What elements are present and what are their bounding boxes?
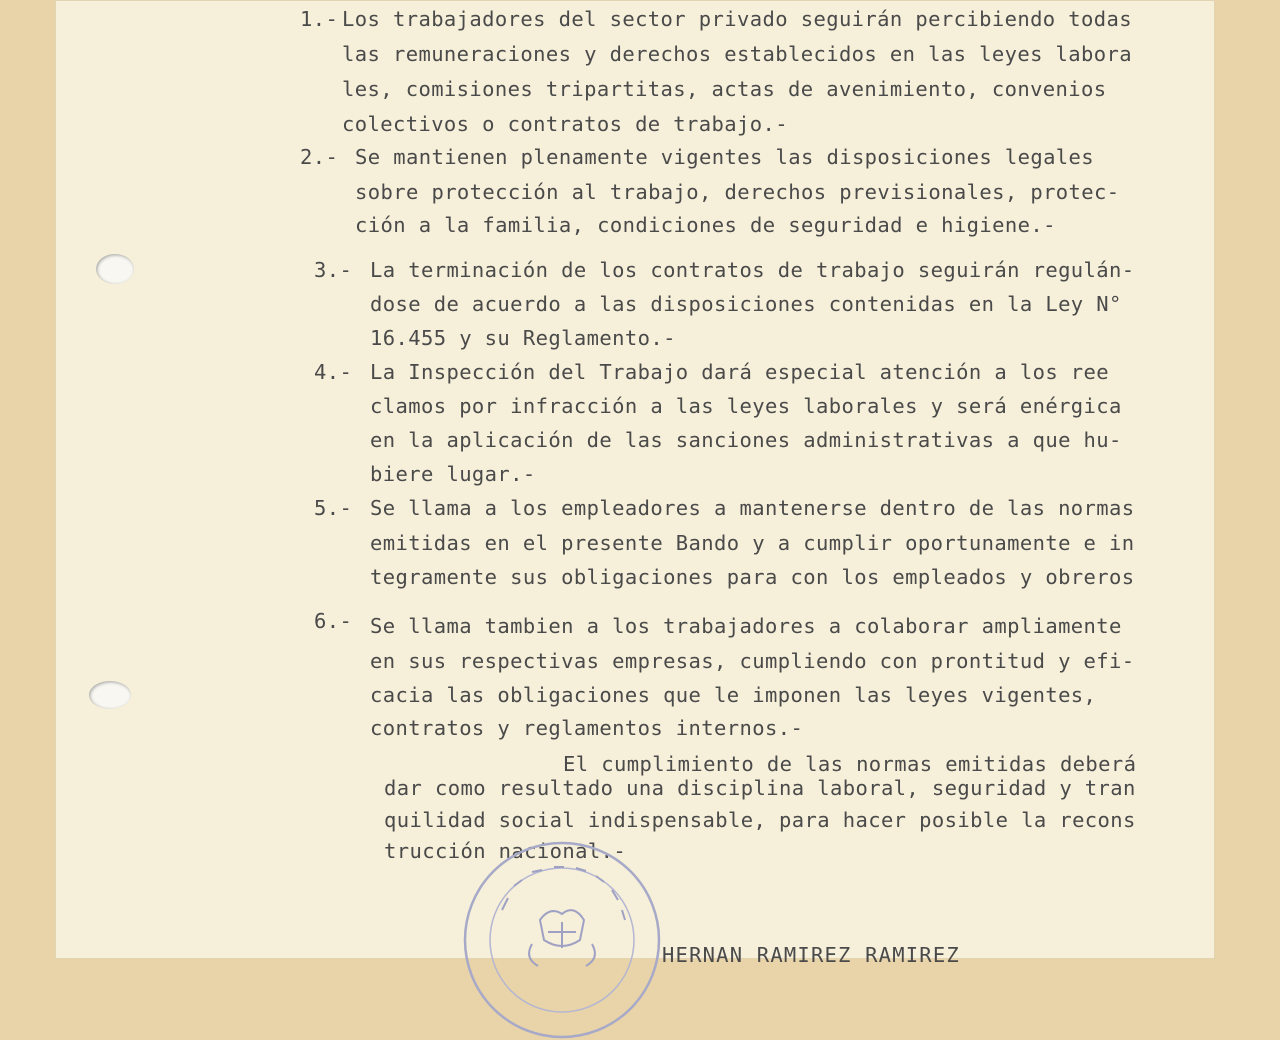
item-2-line: Se mantienen plenamente vigentes las disposiciones legales (355, 145, 1095, 169)
item-5-line: emitidas en el presente Bando y a cumplir oportunamente e in (370, 531, 1135, 555)
item-4-line: biere lugar.- (370, 462, 536, 486)
closing-line: quilidad social indispensable, para hacer posible la recons (384, 808, 1136, 832)
item-6-line: en sus respectivas empresas, cumpliendo con prontitud y efi- (370, 649, 1135, 673)
item-4-line: en la aplicación de las sanciones administrativas a que hu- (370, 428, 1122, 452)
item-6-number: 6.- (314, 609, 353, 633)
item-1-line: les, comisiones tripartitas, actas de avenimiento, convenios (342, 77, 1107, 101)
item-2-line: ción a la familia, condiciones de seguridad e higiene.- (355, 213, 1056, 237)
item-2-line: sobre protección al trabajo, derechos previsionales, protec- (355, 180, 1120, 204)
signature-name: HERNAN RAMIREZ RAMIREZ (662, 943, 960, 967)
punch-hole (89, 681, 131, 709)
item-5-line: Se llama a los empleadores a mantenerse dentro de las normas (370, 496, 1135, 520)
item-6-line: cacia las obligaciones que le imponen las leyes vigentes, (370, 683, 1097, 707)
item-5-line: tegramente sus obligaciones para con los empleados y obreros (370, 565, 1135, 589)
item-4-line: La Inspección del Trabajo dará especial atención a los ree (370, 360, 1110, 384)
closing-line: trucción nacional.- (384, 839, 627, 863)
item-3-line: dose de acuerdo a las disposiciones contenidas en la Ley N° (370, 292, 1122, 316)
item-2-number: 2.- (300, 145, 339, 169)
item-3-number: 3.- (314, 258, 353, 282)
closing-line: dar como resultado una disciplina laboral, seguridad y tran (384, 776, 1136, 800)
item-5-number: 5.- (314, 496, 353, 520)
closing-line: El cumplimiento de las normas emitidas deberá (563, 752, 1137, 776)
item-6-line: Se llama tambien a los trabajadores a colaborar ampliamente (370, 614, 1122, 638)
item-4-line: clamos por infracción a las leyes laborales y será enérgica (370, 394, 1122, 418)
item-1-line: las remuneraciones y derechos establecidos en las leyes labora (342, 42, 1133, 66)
item-1-number: 1.- (300, 7, 339, 31)
item-3-line: 16.455 y su Reglamento.- (370, 326, 676, 350)
item-1-line: colectivos o contratos de trabajo.- (342, 112, 788, 136)
item-6-line: contratos y reglamentos internos.- (370, 716, 804, 740)
official-stamp-icon (462, 840, 662, 1040)
item-4-number: 4.- (314, 360, 353, 384)
item-1-line: Los trabajadores del sector privado seguirán percibiendo todas (342, 7, 1133, 31)
punch-hole (96, 254, 134, 284)
item-3-line: La terminación de los contratos de trabajo seguirán regulán- (370, 258, 1135, 282)
